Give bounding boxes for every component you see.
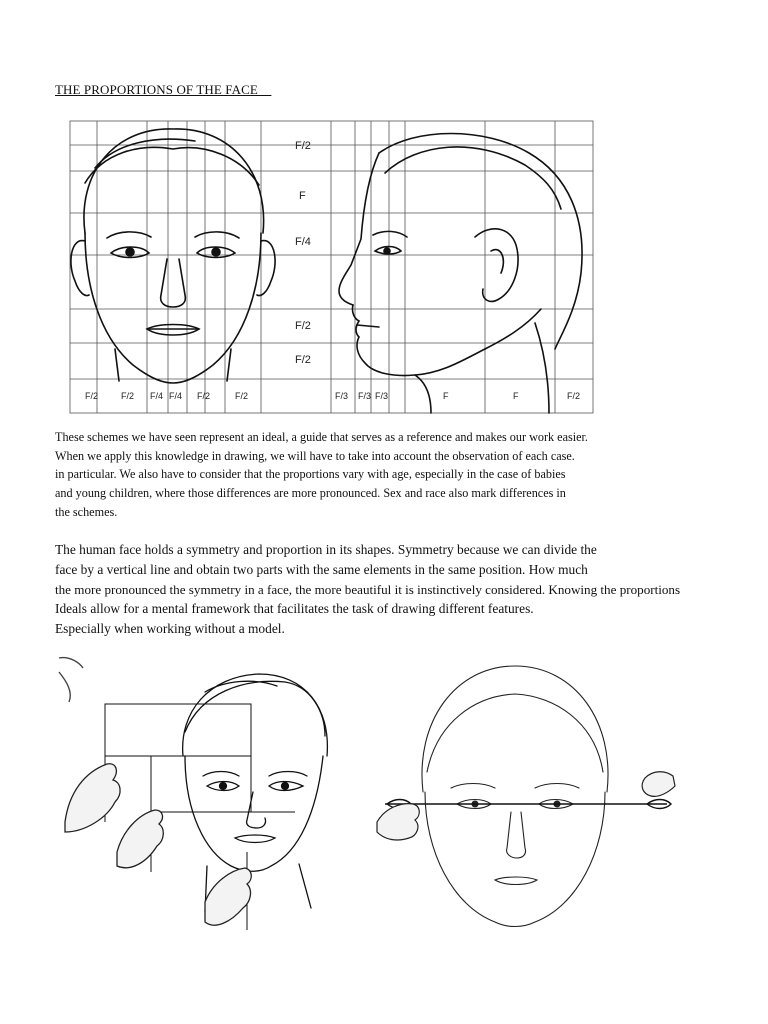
label-bottom-front-3: F/4 — [150, 391, 164, 401]
label-bottom-profile-6: F/2 — [567, 391, 581, 401]
paragraph-line: the schemes. — [55, 504, 118, 519]
label-bottom-profile-2: F/3 — [358, 391, 372, 401]
paragraph-line: The human face holds a symmetry and proportion in its shapes. Symmetry because we can divide the — [55, 542, 597, 557]
front-face-drawing — [71, 129, 275, 383]
label-right-3: F/4 — [295, 236, 311, 248]
pencil-across-eyes — [385, 800, 671, 809]
bottom-front-labels — [85, 391, 248, 401]
label-right-4: F/2 — [295, 320, 311, 332]
label-right-1: F/2 — [295, 140, 311, 152]
label-bottom-front-2: F/2 — [121, 391, 135, 401]
paragraph-line: and young children, where those differences are more pronounced. Sex and race also mark differences in — [55, 486, 566, 501]
paragraph-line: When we apply this knowledge in drawing, we will have to take into account the observation of each case. — [55, 448, 575, 463]
label-right-2: F — [299, 190, 306, 202]
paragraph-line: These schemes we have seen represent an ideal, a guide that serves as a reference and makes our work easier. — [55, 430, 588, 444]
label-bottom-front-1: F/2 — [85, 391, 99, 401]
right-labels — [295, 140, 311, 366]
proportion-grid — [70, 121, 593, 413]
face-proportions-scheme-figure — [55, 113, 595, 415]
label-bottom-front-4: F/4 — [169, 391, 183, 401]
paragraph-symmetry — [55, 540, 680, 639]
paragraph-line: the more pronounced the symmetry in a face, the more beautiful it is instinctively considered. Knowing the proportions — [55, 581, 681, 597]
paragraph-line: face by a vertical line and obtain two parts with the same elements in the same position. How much — [55, 561, 588, 577]
bottom-profile-labels — [335, 391, 580, 401]
label-bottom-profile-5: F — [513, 391, 519, 401]
label-bottom-front-6: F/2 — [235, 391, 249, 401]
girl-face-drawing — [422, 666, 608, 927]
corner-partial-face-sketch — [59, 658, 83, 702]
profile-face-drawing — [339, 134, 582, 414]
paragraph-line: Ideals allow for a mental framework that facilitates the task of drawing different features. — [55, 601, 534, 617]
label-right-5: F/2 — [295, 354, 311, 366]
label-bottom-profile-1: F/3 — [335, 391, 349, 401]
measuring-rectangle-lines — [105, 704, 295, 930]
face-measuring-illustrations — [55, 652, 685, 942]
document-title: THE PROPORTIONS OF THE FACE — [55, 82, 272, 97]
label-bottom-profile-3: F/3 — [375, 391, 389, 401]
boy-face-drawing — [183, 674, 328, 912]
paragraph-line: in particular. We also have to consider that the proportions vary with age, especially in the case of babies — [55, 467, 566, 482]
paragraph-line: Especially when working without a model. — [55, 621, 285, 637]
label-bottom-profile-4: F — [443, 391, 449, 401]
label-bottom-front-5: F/2 — [197, 391, 211, 401]
paragraph-schemes — [55, 428, 588, 522]
